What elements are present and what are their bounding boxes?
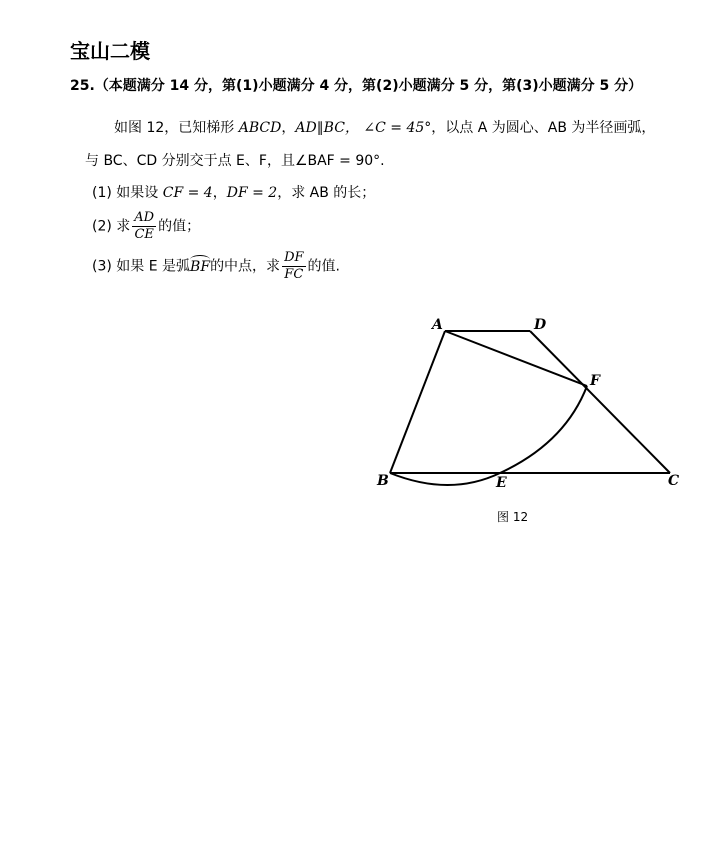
arc-bf: BF — [190, 255, 210, 275]
question-1-number: (1) — [92, 185, 112, 201]
label-c: C — [668, 473, 680, 489]
segment-af-line — [445, 331, 587, 386]
value-df: DF = 2 — [226, 185, 278, 201]
arc-bf-shape — [390, 386, 587, 485]
question-2-pre: 求 — [116, 218, 131, 235]
question-3 — [92, 250, 340, 283]
trapezoid-name: ABCD — [238, 120, 282, 136]
segment-ab-line — [390, 331, 445, 473]
parallel-symbol: ∥ — [316, 120, 324, 136]
question-3-post: 的值. — [307, 258, 340, 275]
question-3-mid: 的中点，求 — [210, 258, 281, 275]
figure-caption: 图 12 — [497, 510, 529, 524]
question-3-number: (3) — [92, 258, 112, 275]
question-2 — [92, 210, 200, 243]
question-1-pre: 如果设 — [116, 185, 163, 201]
label-b: B — [377, 473, 389, 489]
question-1 — [92, 182, 375, 202]
fraction-denominator: FC — [284, 267, 304, 282]
question-1-post: ，求 AB 的长； — [277, 185, 376, 201]
question-3-pre: 如果 E 是弧 — [116, 258, 191, 275]
geometry-figure — [360, 305, 690, 505]
label-f: F — [590, 373, 600, 389]
problem-line-1-pre: 如图 12，已知梯形 — [114, 120, 239, 136]
question-2-number: (2) — [92, 218, 112, 235]
problem-line-1 — [114, 117, 655, 137]
segment-dc-line — [530, 331, 670, 473]
fraction-denominator: CE — [134, 227, 154, 242]
label-a: A — [432, 317, 443, 333]
label-d: D — [534, 317, 547, 333]
label-e: E — [496, 475, 507, 491]
question-2-post: 的值； — [158, 218, 201, 235]
question-heading: 25.（本题满分 14 分，第(1)小题满分 4 分，第(2)小题满分 5 分，第(3)小题满分 5 分） — [70, 78, 643, 94]
comma: ， — [212, 185, 227, 201]
problem-line-2: 与 BC、CD 分别交于点 E、F，且∠BAF = 90°. — [85, 153, 385, 169]
fraction-numerator: AD — [134, 210, 155, 225]
fraction-ad-ce — [132, 210, 156, 243]
value-cf: CF = 4 — [162, 185, 213, 201]
angle-c: ， ∠C = 45° — [344, 120, 432, 136]
page-title: 宝山二模 — [70, 39, 150, 63]
segment-bc: BC — [323, 120, 345, 136]
segment-ad: AD — [295, 120, 317, 136]
fraction-numerator: DF — [284, 250, 304, 265]
problem-line-1-post: ，以点 A 为圆心、AB 为半径画弧， — [431, 120, 656, 136]
comma: ， — [281, 120, 296, 136]
fraction-df-fc — [282, 250, 305, 283]
